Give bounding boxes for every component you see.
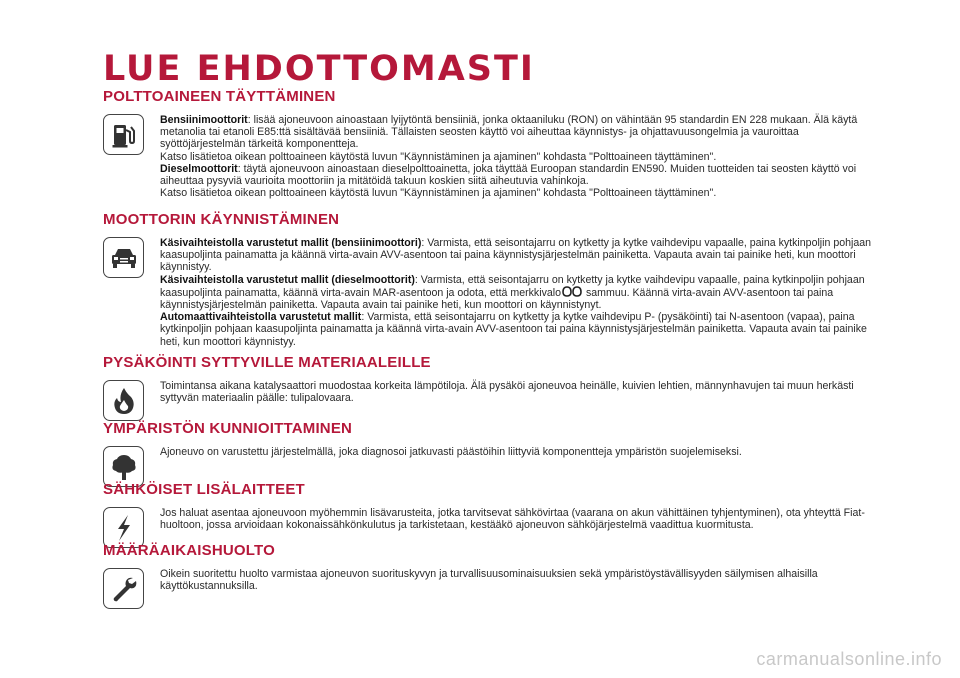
paragraph-text: sammuu. Käännä virta-avain AVV-asentoon tai paina käynnistysjärjestelmän painiketta. Vapauta avain tai painike heti, kun moottori on käynnistynyt. [160,286,834,312]
paragraph [160,507,883,531]
watermark: carmanualsonline.info [756,649,942,669]
fuel-pump-icon [103,114,144,155]
paragraph-bold: Dieselmoottorit [160,162,238,175]
section-title: POLTTOAINEEN TÄYTTÄMINEN [103,88,336,105]
section-fuel [103,88,883,199]
paragraph [160,311,883,348]
paragraph-text: Oikein suoritettu huolto varmistaa ajoneuvon suorituskyvyn ja turvallisuusominaisuuksien sekä ympäristöystävällisyyden säilymisen alhaisilla käyttökustannuksilla. [160,568,818,593]
paragraph-text: Ajoneuvo on varustettu järjestelmällä, joka diagnosoi jatkuvasti päästöihin liittyviä komponentteja ympäristön suojelemiseksi. [160,446,742,458]
section-title: YMPÄRISTÖN KUNNIOITTAMINEN [103,420,353,437]
paragraph-text: : Varmista, että seisontajarru on kytketty ja kytke vaihdevipu P- (pysäköinti) tai N-asentoon (vapaa), paina kytkinpoljin pohjaan kaasupoljinta painamatta ja käännä virta-avain AVV-asentoon tai paina käynnistysjärjestelmän painiketta. Vapauta avain tai painike heti, kun moottori käynnistyy. [160,311,867,348]
paragraph [160,568,883,592]
section-electrical [103,481,883,548]
section-engine-start [103,211,883,348]
paragraph-text: : Varmista, että seisontajarru on kytketty ja kytke vaihdevipu vapaalle, paina kytkinpoljin pohjaan kaasupoljinta painamatta, käännä virta-avain MAR-asentoon ja odota, että merkkivalo [160,273,865,299]
paragraph [160,163,883,187]
paragraph-bold: Käsivaihteistolla varustetut mallit (bensiinimoottori) [160,237,422,249]
paragraph-bold: Bensiinimoottorit [160,114,248,126]
section-title: MOOTTORIN KÄYNNISTÄMINEN [103,211,340,228]
paragraph [160,187,883,199]
glow-plug-icon [561,286,583,297]
paragraph [160,274,883,312]
section-title: PYSÄKÖINTI SYTTYVILLE MATERIAALEILLE [103,354,431,371]
section-environment [103,420,883,487]
section-parking-flammable [103,354,883,421]
fire-icon [103,380,144,421]
car-front-icon [103,237,144,278]
section-maintenance [103,542,883,609]
paragraph [160,151,883,163]
paragraph-text: : täytä ajoneuvoon ainoastaan dieselpolttoainetta, joka täyttää Euroopan standardin EN590. Muiden tuotteiden tai seosten käyttö voi aiheuttaa pysyviä vaurioita moottoriin ja mitätöidä takuun koskien siitä aiheutuvia vahinkoja. [160,162,857,188]
paragraph [160,114,883,151]
paragraph-text: : Varmista, että seisontajarru on kytketty ja kytke vaihdevipu vapaalle, paina kytkinpoljin pohjaan kaasupoljinta painamatta ja käännä virta-avain AVV-asentoon tai paina käynnistysjärjestelmän painiketta. Vapauta avain tai painike heti, kun moottori käynnistyy. [160,237,872,274]
paragraph [160,380,883,404]
paragraph [160,446,883,458]
paragraph-text: Katso lisätietoa oikean polttoaineen käytöstä luvun "Käynnistäminen ja ajaminen" kohdasta "Polttoaineen täyttäminen". [160,187,717,200]
section-title: MÄÄRÄAIKAISHUOLTO [103,542,276,559]
paragraph-text: Toimintansa aikana katalysaattori muodostaa korkeita lämpötiloja. Älä pysäköi ajoneuvoa heinälle, kuivien lehtien, männynhavujen tai muun herkästi syttyvän materiaalin päälle: tulipalovaara. [160,380,854,405]
paragraph-text: : lisää ajoneuvoon ainoastaan lyijytöntä bensiiniä, jonka oktaaniluku (RON) on vähintään 95 standardin EN 228 mukaan. Älä käytä metanolia tai etanoli E85:ttä sisältävää bensiiniä. Tällaisten seosten käyttö voi aiheuttaa käynnistys- ja ohjattavuusongelmia ja vauroittaa syöttöjärjestelmän tärkeitä komponentteja. [160,114,858,151]
paragraph-bold: Automaattivaihteistolla varustetut mallit [160,311,362,324]
paragraph-text: Jos haluat asentaa ajoneuvoon myöhemmin lisävarusteita, jotka tarvitsevat sähkövirtaa (vaarana on akun vähittäinen tyhjentyminen), ota yhteyttä Fiat-huoltoon, jossa arvioidaan kokonaissähkönkulutus ja tarkistetaan, kestääkö ajoneuvon sähköjärjestelmä vaadittua kuormitusta. [160,507,865,532]
page-title: LUE EHDOTTOMASTI [103,49,535,89]
wrench-icon [103,568,144,609]
paragraph-text: Katso lisätietoa oikean polttoaineen käytöstä luvun "Käynnistäminen ja ajaminen" kohdasta "Polttoaineen täyttäminen". [160,150,717,163]
paragraph-bold: Käsivaihteistolla varustetut mallit (dieselmoottorit) [160,273,415,286]
paragraph [160,237,883,274]
section-title: SÄHKÖISET LISÄLAITTEET [103,481,305,498]
